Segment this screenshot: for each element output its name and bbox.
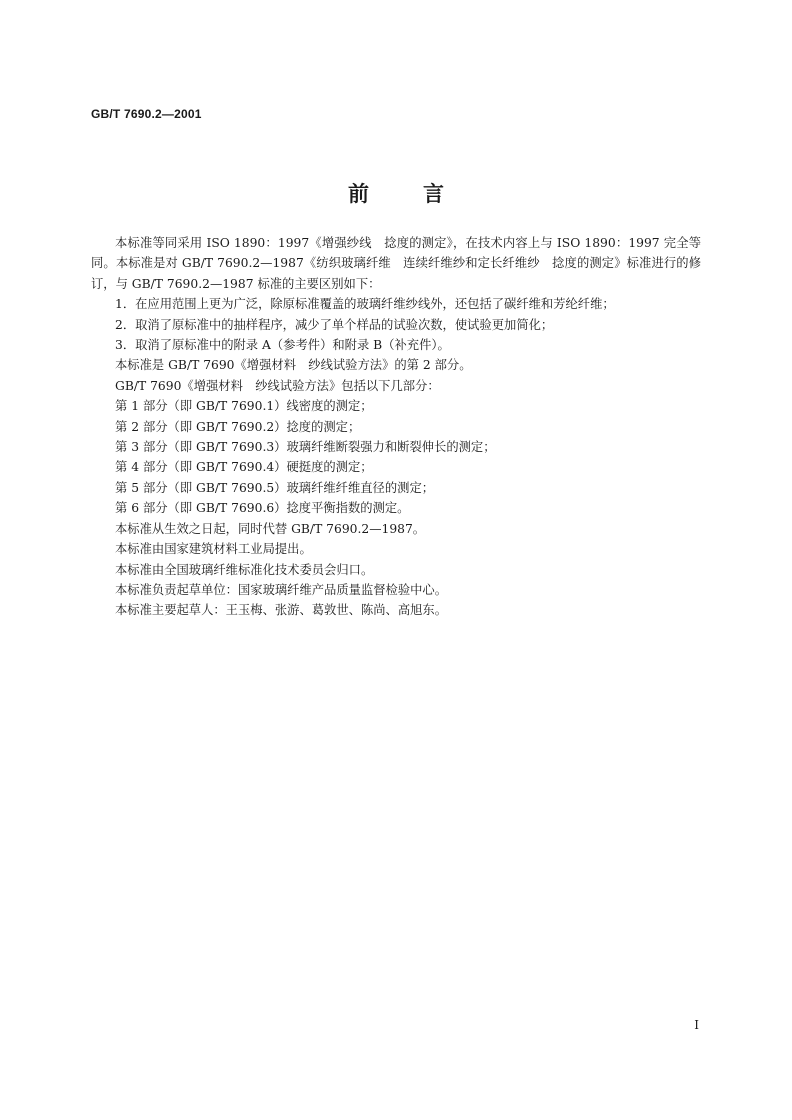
drafting-unit-statement: 本标准负责起草单位：国家玻璃纤维产品质量监督检验中心。: [115, 582, 448, 597]
difference-item-1: 1．在应用范围上更为广泛，除原标准覆盖的玻璃纤维纱线外，还包括了碳纤维和芳纶纤维；: [115, 297, 615, 312]
series-part-5: 第 5 部分（即 GB/T 7690.5）玻璃纤维纤维直径的测定；: [115, 480, 435, 495]
foreword-body: [91, 233, 701, 621]
series-part-4: 第 4 部分（即 GB/T 7690.4）硬挺度的测定；: [115, 460, 373, 475]
effective-date-statement: 本标准从生效之日起，同时代替 GB/T 7690.2—1987。: [115, 521, 426, 536]
intro-paragraph: 本标准等同采用 ISO 1890：1997《增强纱线 捻度的测定》，在技术内容上与 ISO 1890：1997 完全等同。本标准是对 GB/T 7690.2—1987《纺织玻璃纤维 连续纤维纱和定长纤维纱 捻度的测定》标准进行的修订，与 GB/T 7690.2—1987 标准的主要区别如下：: [91, 236, 701, 291]
page-number: I: [694, 1018, 699, 1032]
drafters-statement: 本标准主要起草人：王玉梅、张游、葛敦世、陈尚、高旭东。: [115, 603, 448, 618]
page-title-char-1: 前: [348, 182, 369, 206]
difference-item-3: 3．取消了原标准中的附录 A（参考件）和附录 B（补充件）。: [115, 338, 450, 353]
difference-item-2: 2．取消了原标准中的抽样程序，减少了单个样品的试验次数，使试验更加简化；: [115, 317, 554, 332]
proposer-statement: 本标准由国家建筑材料工业局提出。: [115, 542, 312, 557]
series-statement: 本标准是 GB/T 7690《增强材料 纱线试验方法》的第 2 部分。: [115, 358, 472, 373]
page-title: [0, 178, 792, 208]
page-title-char-2: 言: [423, 182, 444, 206]
committee-statement: 本标准由全国玻璃纤维标准化技术委员会归口。: [115, 562, 374, 577]
series-part-6: 第 6 部分（即 GB/T 7690.6）捻度平衡指数的测定。: [115, 501, 410, 516]
series-part-1: 第 1 部分（即 GB/T 7690.1）线密度的测定；: [115, 399, 373, 414]
series-parts-intro: GB/T 7690《增强材料 纱线试验方法》包括以下几部分：: [115, 378, 440, 393]
standard-number-header: GB/T 7690.2—2001: [91, 107, 202, 121]
series-part-2: 第 2 部分（即 GB/T 7690.2）捻度的测定；: [115, 419, 361, 434]
series-part-3: 第 3 部分（即 GB/T 7690.3）玻璃纤维断裂强力和断裂伸长的测定；: [115, 440, 496, 455]
